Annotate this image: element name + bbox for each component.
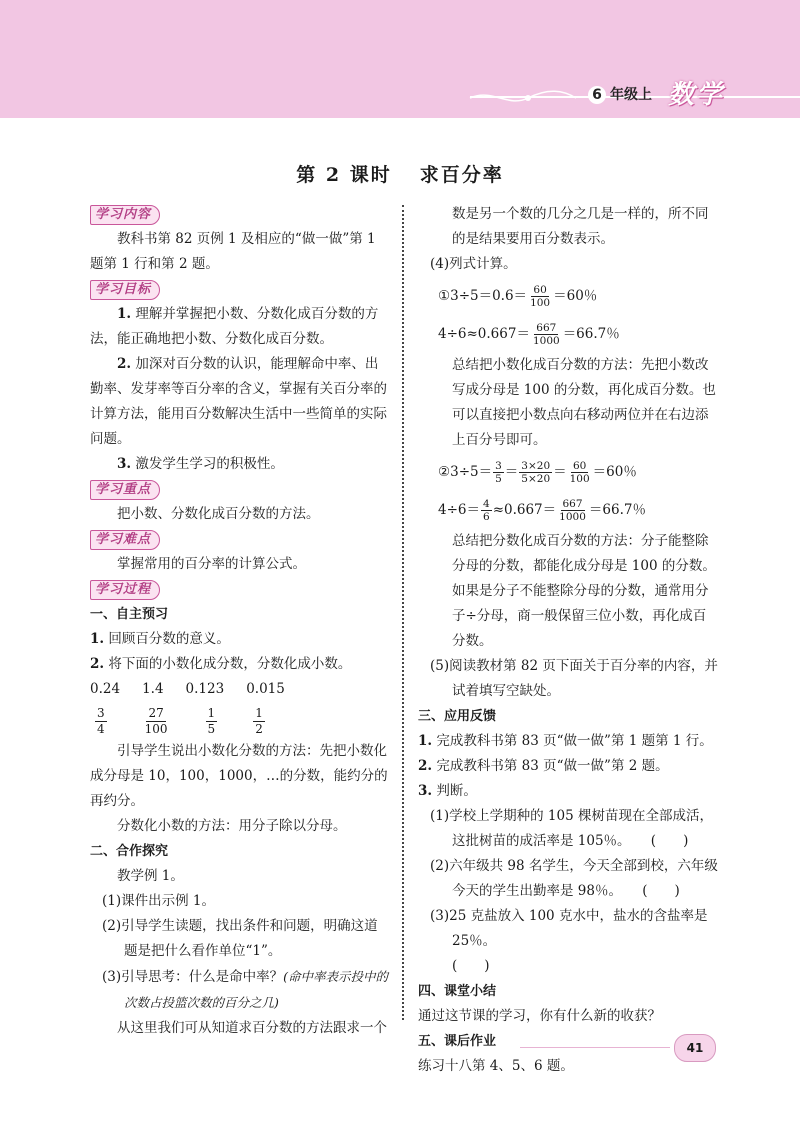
badge-key: 学习重点 [90,480,160,500]
badge-difficulty: 学习难点 [90,530,160,550]
goal-1: 1. 理解并掌握把小数、分数化成百分数的方法，能正确地把小数、分数化成百分数。 [90,306,379,347]
fraction-item: $\frac{1}{5}$ [207,706,216,736]
grade-label [588,84,652,104]
judge-3: (3)25 克盐放入 100 克水中，盐水的含盐率是 25％。 [430,908,708,949]
s4-text: 通过这节课的学习，你有什么新的收获？ [418,1008,661,1024]
grade-number: 6 [588,86,606,104]
s2-text: 从这里我们可从知道求百分数的方法跟求一个 [117,1020,387,1036]
badge-goals: 学习目标 [90,280,160,300]
fraction: $\frac{667}{1000}$ [559,497,586,523]
s2-step-3: (3)引导思考：什么是命中率？(命中率表示投中的次数占投篮次数的百分之几) [102,969,389,1010]
fraction-list [90,706,390,737]
guide-text-1: 引导学生说出小数化分数的方法：先把小数化成分母是 10，100，1000，…的分数，能约分的再约分。 [90,743,388,809]
s3-question-1: 1. 完成教科书第 83 页“做一做”第 1 题第 1 行。 [418,733,713,749]
judge-1: (1)学校上学期种的 105 棵树苗现在全部成活，这批树苗的成活率是 105％。 ( ) [430,808,713,849]
decimal-item: 1.4 [142,681,164,697]
s2-step-1: (1)课件出示例 1。 [102,893,216,909]
s3-question-2: 2. 完成教科书第 83 页“做一做”第 2 题。 [418,758,669,774]
equation-3: ②3÷5＝ $\frac{3}{5}$ ＝ $\frac{3\times 20}{5\times 20}$ ＝ $\frac{60}{100}$ ＝60％ [438,459,637,485]
column-divider [402,205,404,1020]
section-1-title: 一、自主预习 [90,607,169,622]
judge-2: (2)六年级共 98 名学生，今天全部到校，六年级今天的学生出勤率是 98％。 ( ) [430,858,718,899]
fraction: $\frac{3\times 20}{5\times 20}$ [521,459,551,485]
section-2-title: 二、合作探究 [90,844,169,859]
fraction: $\frac{667}{1000}$ [532,321,560,347]
judge-3-answer: ( ) [452,958,490,974]
difficulty-text: 掌握常用的百分率的计算公式。 [117,556,306,572]
step-4: (4)列式计算。 [430,256,517,272]
goal-2: 2. 加深对百分数的认识，能理解命中率、出勤率、发芽率等百分率的含义，掌握有关百分率的计算方法，能用百分数解决生活中一些简单的实际问题。 [90,356,387,447]
continued-text: 数是另一个数的几分之几是一样的，所不同的是结果要用百分数表示。 [452,206,709,247]
decimal-item: 0.24 [90,681,121,697]
equation-2: 4÷6≈0.667＝ $\frac{667}{1000}$ ＝66.7％ [438,321,620,347]
badge-content: 学习内容 [90,205,160,225]
decimal-item: 0.123 [185,681,225,697]
equation-4: 4÷6＝ $\frac{4}{6}$ ≈0.667＝ $\frac{667}{1000}$ ＝66.7％ [438,497,646,523]
summary-1: 总结把小数化成百分数的方法：先把小数改写成分母是 100 的分数，再化成百分数。也可以直接把小数点向右移动两位并在右边添上百分号即可。 [452,357,716,448]
badge-process: 学习过程 [90,580,160,600]
grade-text: 年级上 [610,87,652,103]
lesson-number: 第 2 课时 [296,164,392,186]
subject-title: 数学 [668,80,725,110]
decimal-list [90,677,390,702]
decimal-item: 0.015 [246,681,285,697]
content-text: 教科书第 82 页例 1 及相应的“做一做”第 1 题第 1 行和第 2 题。 [90,231,376,272]
s2-example: 教学例 1。 [117,868,184,884]
key-text: 把小数、分数化成百分数的方法。 [117,506,320,522]
footer-line [520,1047,670,1048]
section-3-title: 三、应用反馈 [418,709,497,724]
section-4-title: 四、课堂小结 [418,984,497,999]
swirl-ornament-icon [468,86,578,108]
s1-question-2: 2. 将下面的小数化成分数，分数化成小数。 [90,656,352,672]
summary-2: 总结把分数化成百分数的方法：分子能整除分母的分数，都能化成分母是 100 的分数。如果是分子不能整除分母的分数，通常用分子÷分母，商一般保留三位小数，再化成百分数。 [452,533,716,649]
s3-question-3: 3. 判断。 [418,783,477,799]
fraction: $\frac{60}{100}$ [530,283,551,309]
fraction-item: $\frac{1}{2}$ [255,706,263,736]
fraction: $\frac{4}{6}$ [483,497,490,523]
fraction: $\frac{3}{5}$ [495,459,502,485]
fraction-item: $\frac{27}{100}$ [144,706,168,736]
s2-step-2: (2)引导学生读题，找出条件和问题，明确这道题是把什么看作单位“1”。 [102,918,378,959]
fraction: $\frac{60}{100}$ [569,459,590,485]
page-title [0,160,800,187]
s5-text: 练习十八第 4、5、6 题。 [418,1058,574,1074]
lesson-topic: 求百分率 [419,164,504,186]
section-5-title: 五、课后作业 [418,1034,497,1049]
guide-text-2: 分数化小数的方法：用分子除以分母。 [117,818,347,834]
step-5: (5)阅读教材第 82 页下面关于百分率的内容，并试着填写空缺处。 [430,658,718,699]
fraction-item: $\frac{3}{4}$ [97,706,105,736]
goal-3: 3. 激发学生学习的积极性。 [117,456,284,472]
left-column [90,202,390,1041]
page-number: 41 [674,1034,716,1062]
equation-1: ①3÷5＝0.6＝ $\frac{60}{100}$ ＝60％ [438,283,598,309]
right-column [418,202,718,1079]
s1-question-1: 1. 回顾百分数的意义。 [90,631,230,647]
